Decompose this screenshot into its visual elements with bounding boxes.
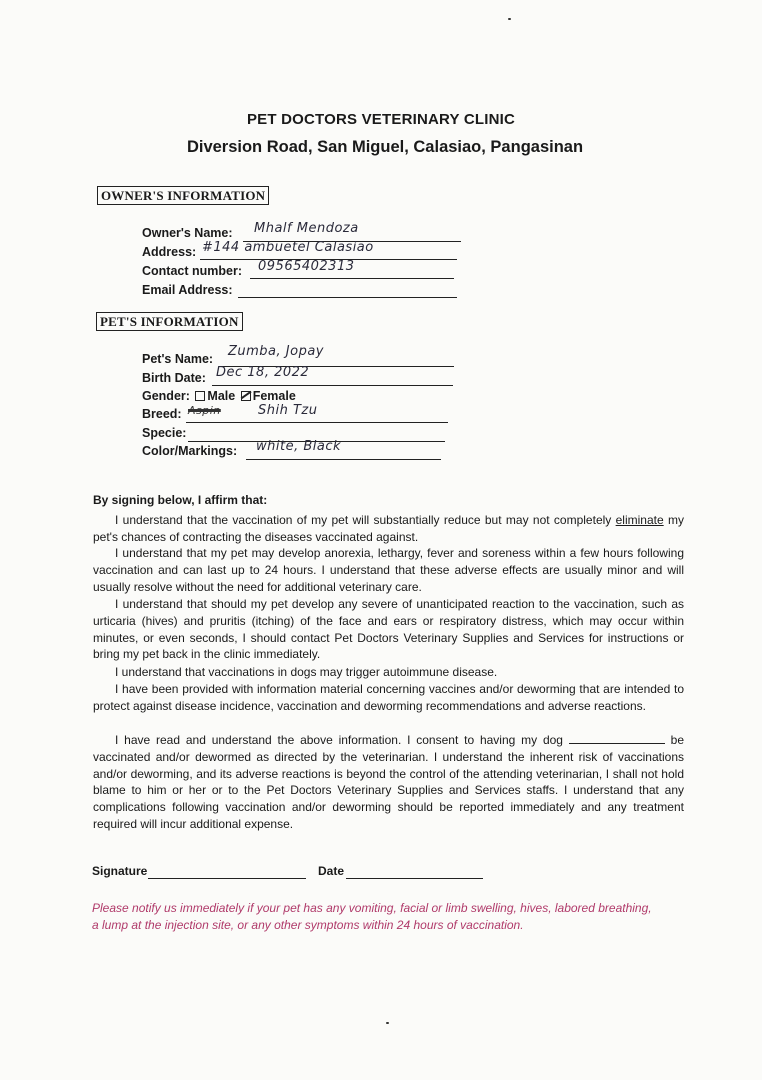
clinic-name: PET DOCTORS VETERINARY CLINIC: [246, 111, 516, 128]
pet-breed-label: Breed:: [142, 407, 182, 421]
consent-paragraph-6: [93, 732, 684, 833]
consent-paragraph-5: I have been provided with information material concerning vaccines and/or deworming that are intended to protect against disease incidence, vaccination and deworming recommendations and adverse reactions.: [93, 682, 684, 713]
owner-name-label: Owner's Name:: [142, 226, 233, 240]
pet-name-row: [142, 352, 213, 366]
consent-p1-start: I understand that the vaccination of my pet will substantially reduce but may not completely: [115, 513, 616, 527]
signature-label: Signature: [92, 864, 148, 878]
owner-name-row: [142, 226, 233, 240]
pet-gender-label: Gender:: [142, 389, 190, 403]
pet-color-row: [142, 444, 237, 458]
gender-male-label: Male: [207, 389, 236, 403]
scan-speck: [386, 1022, 389, 1024]
pet-section-title: PET'S INFORMATION: [96, 312, 243, 331]
gender-female-label: Female: [252, 389, 296, 403]
date-label: Date: [318, 864, 345, 878]
owner-name-value: Mhalf Mendoza: [254, 221, 359, 236]
pet-birth-value: Dec 18, 2022: [216, 365, 310, 380]
owner-address-value: #144 ambuetel Calasiao: [202, 240, 374, 255]
affirm-title: By signing below, I affirm that:: [93, 493, 268, 507]
owner-email-row: [142, 283, 233, 297]
pet-name-value: Zumba, Jopay: [228, 344, 324, 359]
consent-paragraph-1: [93, 512, 684, 546]
consent-p1-end: my pet's chances of contracting the diseases vaccinated against.: [93, 513, 684, 544]
pet-breed-row: [142, 407, 182, 421]
pet-specie-row: [142, 426, 186, 440]
consent-paragraph-3: I understand that should my pet develop any severe of unanticipated reaction to the vaccination, such as urticaria (hives) and pruritis (itching) of the face and ears or respiratory distress, which may occur within minutes, or even seconds, I should contact Pet Doctors Veterinary Supplies and Services for instructions or bring my pet back in the clinic immediately.: [93, 597, 684, 662]
owner-contact-value: 09565402313: [258, 259, 355, 274]
dog-name-blank[interactable]: [569, 733, 665, 744]
pet-gender-row: [142, 389, 296, 403]
pet-breed-struck-value: Aspin: [188, 404, 221, 417]
consent-p1-underlined: eliminate: [615, 513, 664, 527]
owner-address-label: Address:: [142, 245, 197, 259]
clinic-address: Diversion Road, San Miguel, Calasiao, Pangasinan: [186, 138, 584, 156]
owner-address-row: [142, 245, 196, 259]
owner-contact-label: Contact number:: [142, 264, 242, 278]
pet-color-label: Color/Markings:: [142, 444, 238, 458]
pet-name-label: Pet's Name:: [142, 352, 214, 366]
pet-birth-label: Birth Date:: [142, 371, 206, 385]
owner-email-label: Email Address:: [142, 283, 233, 297]
pet-birth-row: [142, 371, 206, 385]
pet-color-value: white, Black: [256, 439, 342, 454]
date-field[interactable]: [346, 866, 483, 879]
pet-specie-label: Specie:: [142, 426, 187, 440]
consent-paragraph-2: I understand that my pet may develop anorexia, lethargy, fever and soreness within a few hours following vaccination and can last up to 24 hours. I understand that these adverse effects are usually minor and will usually resolve without the need for additional veterinary care.: [93, 546, 684, 594]
vaccination-notice: Please notify us immediately if your pet has any vomiting, facial or limb swelling, hives, labored breathing, a lump at the injection site, or any other symptoms within 24 hours of vaccination.: [92, 901, 652, 932]
owner-email-field[interactable]: [238, 283, 457, 298]
gender-female-checkbox[interactable]: [241, 391, 251, 401]
signature-field[interactable]: [148, 866, 306, 879]
owner-contact-row: [142, 264, 242, 278]
scan-speck: [508, 18, 511, 20]
owner-section-title: OWNER'S INFORMATION: [97, 186, 269, 205]
consent-p6-start: I have read and understand the above information. I consent to having my dog: [115, 733, 563, 747]
pet-breed-value: Shih Tzu: [258, 403, 318, 418]
consent-paragraph-4: I understand that vaccinations in dogs may trigger autoimmune disease.: [115, 665, 498, 679]
gender-male-checkbox[interactable]: [195, 391, 205, 401]
consent-p6-end: be vaccinated and/or dewormed as directed by the veterinarian. I understand the inherent risk of vaccinations and/or deworming, and its adverse reactions is beyond the control of the attending veterinarian, I shall not hold blame to him or her or to the Pet Doctors Veterinary Supplies and Services staffs. I understand that any complications following vaccination and/or deworming should be reported immediately and any treatment required will incur additional expense.: [93, 733, 684, 831]
